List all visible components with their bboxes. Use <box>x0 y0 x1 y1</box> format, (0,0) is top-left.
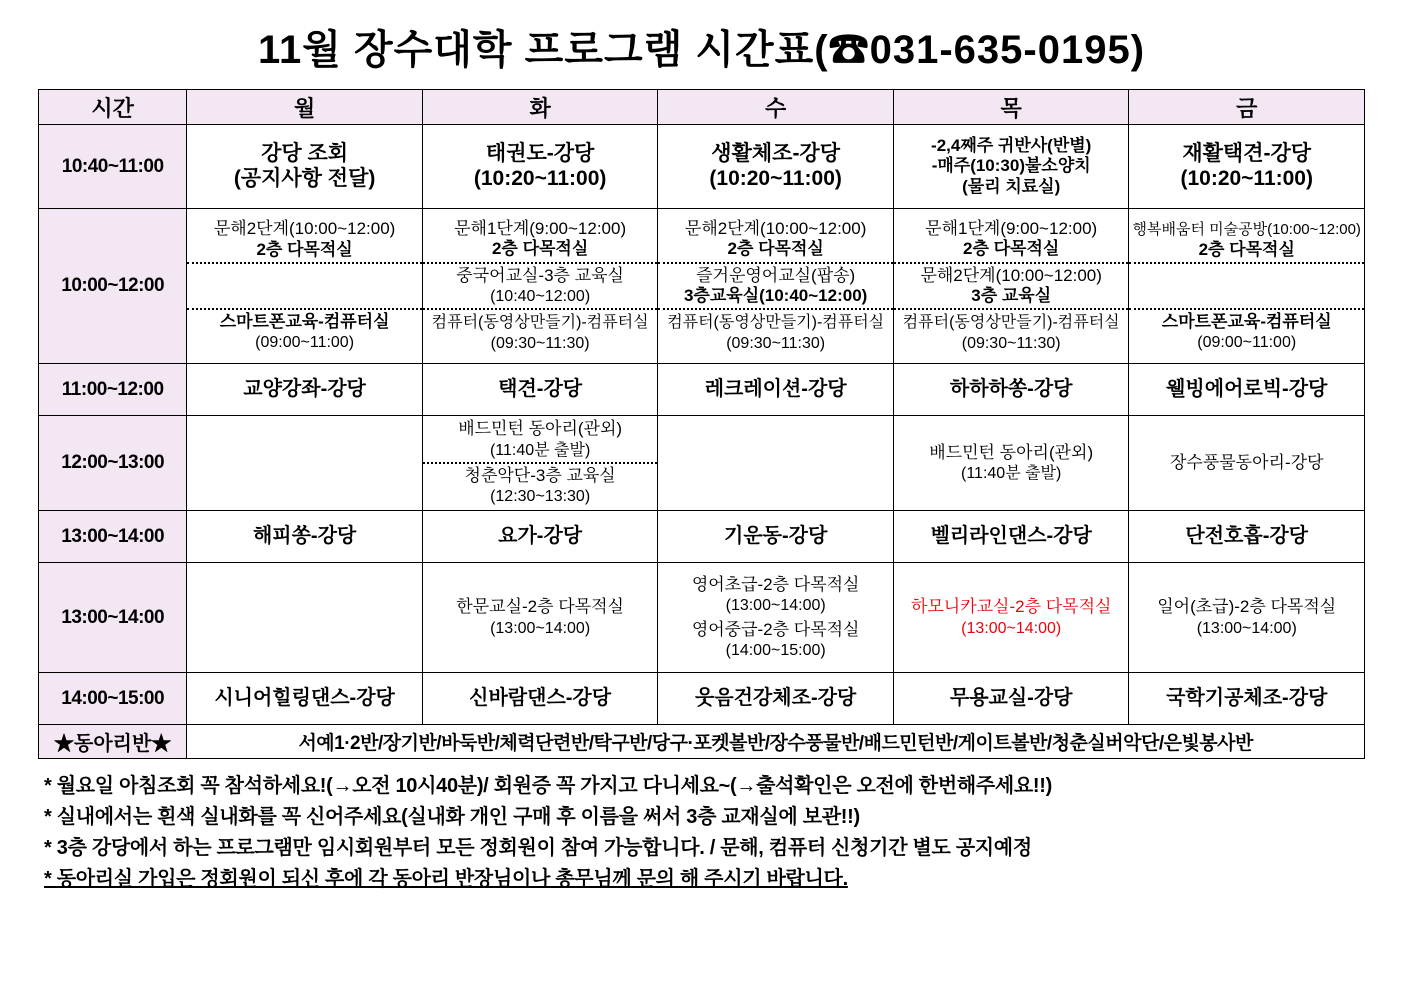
sub-block: 컴퓨터(동영상만들기)-컴퓨터실 (09:30~11:30) <box>658 308 893 355</box>
cell-mon: 교양강좌-강당 <box>187 364 423 416</box>
sub-block: 컴퓨터(동영상만들기)-컴퓨터실 (09:30~11:30) <box>894 308 1129 355</box>
cell-thu: -2,4째주 귀반사(반별) -매주(10:30)불소양치 (물리 치료실) <box>893 125 1129 209</box>
cell-mon: 해피쏭-강당 <box>187 511 423 563</box>
cell-wed <box>658 209 894 364</box>
header-time: 시간 <box>39 90 187 125</box>
sub-block <box>1129 262 1364 308</box>
header-tue: 화 <box>422 90 658 125</box>
cell-thu: 벨리라인댄스-강당 <box>893 511 1129 563</box>
table-row <box>39 125 1365 209</box>
row-time: 10:00~12:00 <box>39 209 187 364</box>
clubs-label: ★동아리반★ <box>39 725 187 759</box>
row-time: 11:00~12:00 <box>39 364 187 416</box>
cell-tue: 요가-강당 <box>422 511 658 563</box>
notes-section <box>38 771 1365 895</box>
sub-block: 스마트폰교육-컴퓨터실 (09:00~11:00) <box>1129 308 1364 355</box>
note-1: * 월요일 아침조회 꼭 참석하세요!(→오전 10시40분)/ 회원증 꼭 가지고 다니세요~(→출석확인은 오전에 한번해주세요!!) <box>44 775 1052 797</box>
sub-block: 문해1단계(9:00~12:00) 2층 다목적실 <box>454 218 627 259</box>
cell-mon: 강당 조회 (공지사항 전달) <box>187 125 423 209</box>
table-row <box>39 416 1365 511</box>
cell-mon <box>187 563 423 673</box>
cell-fri <box>1129 209 1365 364</box>
cell-tue: 신바람댄스-강당 <box>422 673 658 725</box>
schedule-table <box>38 89 1365 759</box>
cell-fri: 재활택견-강당 (10:20~11:00) <box>1129 125 1365 209</box>
table-row <box>39 511 1365 563</box>
table-row <box>39 563 1365 673</box>
sub-block: 문해1단계(9:00~12:00) 2층 다목적실 <box>925 218 1098 259</box>
cell-wed <box>658 563 894 673</box>
sub-block: 컴퓨터(동영상만들기)-컴퓨터실 (09:30~11:30) <box>423 308 658 355</box>
cell-tue: 태권도-강당 (10:20~11:00) <box>422 125 658 209</box>
table-row <box>39 364 1365 416</box>
cell-thu <box>893 209 1129 364</box>
clubs-list: 서예1·2반/장기반/바둑반/체력단련반/탁구반/당구·포켓볼반/장수풍물반/배드민턴반/게이트볼반/청춘실버악단/은빛봉사반 <box>187 725 1365 759</box>
note-4: * 동아리실 가입은 정회원이 되신 후에 각 동아리 반장님이나 총무님께 문의 해 주시기 바랍니다. <box>44 868 848 890</box>
row-time: 14:00~15:00 <box>39 673 187 725</box>
sub-block <box>187 262 422 308</box>
cell-fri: 웰빙에어로빅-강당 <box>1129 364 1365 416</box>
header-mon: 월 <box>187 90 423 125</box>
sub-block: 행복배움터 미술공방(10:00~12:00) 2층 다목적실 <box>1132 221 1361 259</box>
sub-block: 즐거운영어교실(팝송) 3층교육실(10:40~12:00) <box>658 262 893 309</box>
header-fri: 금 <box>1129 90 1365 125</box>
header-thu: 목 <box>893 90 1129 125</box>
sub-block: 배드민턴 동아리(관외) (11:40분 출발) <box>458 419 623 459</box>
cell-tue: 택견-강당 <box>422 364 658 416</box>
table-header-row <box>39 90 1365 125</box>
sub-block: 문해2단계(10:00~12:00) 3층 교육실 <box>894 262 1129 309</box>
cell-fri: 국학기공체조-강당 <box>1129 673 1365 725</box>
page-title: 11월 장수대학 프로그램 시간표(☎031-635-0195) <box>257 28 1146 72</box>
cell-mon: 시니어힐링댄스-강당 <box>187 673 423 725</box>
cell-thu: 무용교실-강당 <box>893 673 1129 725</box>
cell-mon <box>187 209 423 364</box>
row-time: 13:00~14:00 <box>39 563 187 673</box>
sub-block: 청춘악단-3층 교육실 (12:30~13:30) <box>423 462 658 509</box>
cell-thu: 하모니카교실-2층 다목적실 (13:00~14:00) <box>893 563 1129 673</box>
cell-tue <box>422 416 658 511</box>
cell-wed <box>658 416 894 511</box>
sub-block: 중국어교실-3층 교육실 (10:40~12:00) <box>423 262 658 309</box>
sub-block: 스마트폰교육-컴퓨터실 (09:00~11:00) <box>187 308 422 355</box>
row-time: 10:40~11:00 <box>39 125 187 209</box>
table-row <box>39 209 1365 364</box>
table-row <box>39 673 1365 725</box>
cell-wed: 생활체조-강당 (10:20~11:00) <box>658 125 894 209</box>
header-wed: 수 <box>658 90 894 125</box>
cell-fri: 단전호흡-강당 <box>1129 511 1365 563</box>
cell-wed: 레크레이션-강당 <box>658 364 894 416</box>
cell-thu: 배드민턴 동아리(관외) (11:40분 출발) <box>893 416 1129 511</box>
note-3: * 3층 강당에서 하는 프로그램만 임시회원부터 모든 정회원이 참여 가능합니다. / 문해, 컴퓨터 신청기간 별도 공지예정 <box>44 837 1032 859</box>
note-2: * 실내에서는 흰색 실내화를 꼭 신어주세요(실내화 개인 구매 후 이름을 써서 3층 교재실에 보관!!) <box>44 806 860 828</box>
cell-wed: 웃음건강체조-강당 <box>658 673 894 725</box>
sub-block: 영어중급-2층 다목적실 (14:00~15:00) <box>691 619 860 659</box>
sub-block: 문해2단계(10:00~12:00) 2층 다목적실 <box>684 218 867 259</box>
cell-fri: 일어(초급)-2층 다목적실 (13:00~14:00) <box>1129 563 1365 673</box>
cell-fri: 장수풍물동아리-강당 <box>1129 416 1365 511</box>
cell-thu: 하하하쏭-강당 <box>893 364 1129 416</box>
cell-tue <box>422 209 658 364</box>
row-time: 12:00~13:00 <box>39 416 187 511</box>
cell-tue: 한문교실-2층 다목적실 (13:00~14:00) <box>422 563 658 673</box>
cell-wed: 기운동-강당 <box>658 511 894 563</box>
cell-mon <box>187 416 423 511</box>
row-time: 13:00~14:00 <box>39 511 187 563</box>
sub-block: 문해2단계(10:00~12:00) 2층 다목적실 <box>213 219 396 259</box>
clubs-row <box>39 725 1365 759</box>
sub-block: 영어초급-2층 다목적실 (13:00~14:00) <box>691 574 860 615</box>
